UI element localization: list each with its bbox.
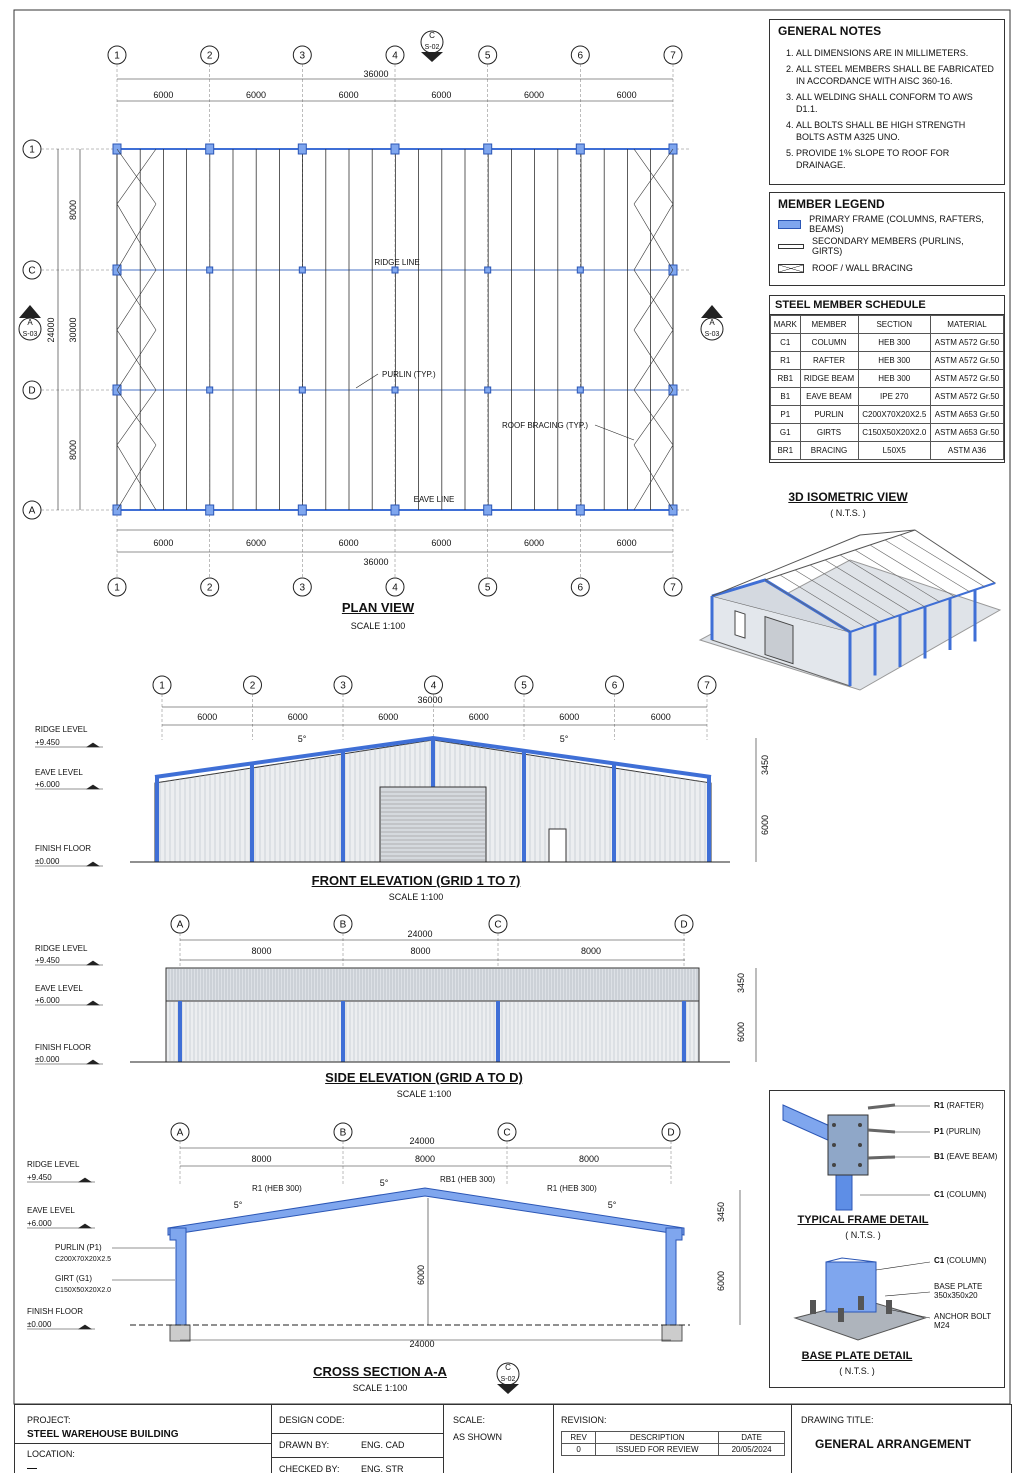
schedule-header-row [771, 316, 1004, 334]
plan-grid-left-bubble-label: C [28, 265, 36, 277]
plan-dim-bay-bottom: 6000 [245, 538, 267, 548]
legend-primary [770, 213, 1004, 235]
table-cell: G1 [771, 424, 801, 442]
frame-detail-c1 [934, 1190, 986, 1199]
level-marker [87, 961, 99, 965]
level-floor-value: ±0.000 [35, 857, 60, 866]
plan-grid-bottom-bubble-label: 2 [206, 582, 213, 594]
table-cell: ASTM A653 Gr.50 [931, 406, 1004, 424]
side-dim-bay: 8000 [580, 946, 602, 956]
drawing-title-label: DRAWING TITLE: [801, 1415, 874, 1425]
table-cell: HEB 300 [858, 352, 931, 370]
bracing-swatch [778, 264, 804, 273]
base-detail-anchor-text: ANCHOR BOLT [934, 1312, 992, 1321]
member-legend [769, 192, 1005, 286]
plan-column [484, 505, 492, 515]
front-dim-bay: 6000 [197, 712, 218, 722]
schedule-header: MATERIAL [931, 316, 1004, 334]
front-dim-total: 36000 [417, 695, 443, 705]
front-dim-bay: 6000 [650, 712, 671, 722]
iso-view-title: 3D ISOMETRIC VIEW [788, 490, 908, 504]
plan-column [299, 267, 305, 273]
table-cell: COLUMN [800, 334, 858, 352]
scale-label: SCALE: [453, 1415, 486, 1425]
plan-eave-line-label: EAVE LINE [413, 495, 455, 504]
cross-section-title: CROSS SECTION A-A [313, 1364, 447, 1379]
level-marker [87, 785, 99, 789]
front-angle-left: 5° [297, 734, 307, 744]
plan-dim-bay-bottom: 6000 [431, 538, 452, 548]
section-grid-bubble-label: B [339, 1127, 347, 1139]
design-code-label: DESIGN CODE: [279, 1415, 345, 1425]
schedule-title: STEEL MEMBER SCHEDULE [770, 296, 1004, 315]
plan-column [391, 505, 399, 515]
front-dim-bay: 6000 [287, 712, 308, 722]
plan-purlin-label: PURLIN (TYP.) [382, 370, 436, 379]
section-dim-h2: 6000 [716, 1270, 726, 1292]
section-a-right-letter: A [709, 318, 715, 327]
plan-dim-mid: 30000 [68, 317, 78, 343]
base-detail-c1 [934, 1256, 986, 1265]
base-detail-plate-text: BASE PLATE [934, 1282, 983, 1291]
level-ridge-label: RIDGE LEVEL [35, 725, 88, 734]
level-eave-label: EAVE LEVEL [35, 984, 83, 993]
front-angle-right: 5° [559, 734, 569, 744]
section-grid-bubble-label: A [176, 1127, 184, 1139]
table-row [771, 388, 1004, 406]
level-marker [87, 1060, 99, 1064]
legend-secondary-label: SECONDARY MEMBERS (PURLINS, GIRTS) [811, 236, 964, 256]
section-dim-h1: 3450 [716, 1201, 726, 1223]
level-ridge-value: +9.450 [35, 956, 60, 965]
general-notes-list [770, 47, 1004, 171]
location-value: — [27, 1463, 37, 1474]
frame-detail-r1-mark: R1 [934, 1101, 945, 1110]
base-detail-scale: ( N.T.S. ) [839, 1366, 875, 1376]
section-grid-bubble-label: D [667, 1127, 675, 1139]
section-girt-label: GIRT (G1) [55, 1274, 93, 1283]
plan-column [485, 387, 491, 393]
table-row [771, 442, 1004, 460]
isometric-view [700, 530, 1000, 690]
plan-grid-top-bubble-label: 5 [484, 50, 491, 62]
section-grid-bubble-label: C [503, 1127, 511, 1139]
section-dim-total: 24000 [409, 1136, 435, 1146]
base-detail-anchor [934, 1312, 991, 1330]
table-cell: ASTM A572 Gr.50 [931, 370, 1004, 388]
iso-purlin [900, 535, 985, 587]
level-marker [87, 743, 99, 747]
level-floor-label: FINISH FLOOR [27, 1307, 84, 1316]
front-dim-bay: 6000 [378, 712, 399, 722]
section-a-left-sheet: S-03 [22, 331, 38, 338]
section-purlin-label: PURLIN (P1) [55, 1243, 102, 1252]
section-r1-left: R1 (HEB 300) [252, 1184, 302, 1193]
table-cell: PURLIN [800, 406, 858, 424]
schedule-body [771, 334, 1004, 460]
level-ridge-label: RIDGE LEVEL [35, 944, 88, 953]
side-grid-bubble-label: B [339, 919, 347, 931]
plan-dim-bay-bottom: 6000 [616, 538, 637, 548]
iso-view-scale: ( N.T.S. ) [830, 508, 866, 518]
front-dim-h1: 3450 [760, 754, 770, 776]
revision-header: DESCRIPTION [596, 1432, 719, 1444]
plan-dim-bay-top: 6000 [153, 90, 174, 100]
plan-column [206, 144, 214, 154]
frame-detail-title: TYPICAL FRAME DETAIL [797, 1214, 929, 1226]
section-c-top-letter: C [429, 31, 435, 40]
level-eave-value: +6.000 [27, 1219, 52, 1228]
section-angle-left: 5° [233, 1200, 243, 1210]
section-a-right-sheet: S-03 [704, 331, 720, 338]
side-dim-bay: 8000 [251, 946, 272, 956]
front-grid-bubble-label: 1 [159, 680, 165, 692]
plan-view [23, 46, 690, 596]
revision-cell: 20/05/2024 [719, 1444, 785, 1456]
table-cell: ASTM A572 Gr.50 [931, 388, 1004, 406]
table-cell: ASTM A36 [931, 442, 1004, 460]
legend-secondary [770, 235, 1004, 257]
plan-dim-total-bottom: 36000 [363, 557, 389, 567]
table-cell: RAFTER [800, 352, 858, 370]
drawn-by-label: DRAWN BY: [279, 1440, 330, 1450]
plan-dim-bay-bottom: 6000 [523, 538, 545, 548]
plan-column [298, 505, 306, 515]
level-floor-label: FINISH FLOOR [35, 1043, 92, 1052]
table-cell: ASTM A572 Gr.50 [931, 352, 1004, 370]
level-marker [87, 1001, 99, 1005]
revision-cell: ISSUED FOR REVIEW [596, 1444, 719, 1456]
level-floor-value: ±0.000 [27, 1320, 52, 1329]
plan-column [577, 387, 583, 393]
front-grid-bubble-label: 5 [521, 680, 527, 692]
frame-detail-p1 [934, 1127, 981, 1136]
section-c-top-sheet: S-02 [424, 44, 440, 51]
side-elevation-scale: SCALE 1:100 [396, 1089, 452, 1099]
plan-grid-bottom-bubble-label: 1 [114, 582, 120, 594]
table-row [771, 370, 1004, 388]
base-detail-c1-mark: C1 [934, 1256, 945, 1265]
front-elevation-scale: SCALE 1:100 [388, 892, 444, 902]
plan-column [298, 144, 306, 154]
plan-dim-left-2: 8000 [68, 439, 78, 461]
section-angle-mid: 5° [379, 1178, 389, 1188]
table-row [771, 406, 1004, 424]
frame-detail-c1-text: (COLUMN) [946, 1190, 987, 1199]
plan-column [206, 505, 214, 515]
plan-grid-bottom-bubble-label: 5 [484, 582, 491, 594]
front-elevation [130, 676, 756, 862]
plan-column [207, 267, 213, 273]
side-dim-bay: 8000 [410, 946, 431, 956]
plan-grid-top-bubble-label: 1 [114, 50, 120, 62]
section-girt-sec: C150X50X20X2.0 [55, 1287, 112, 1294]
side-grid-bubble-label: C [494, 919, 502, 931]
general-notes-title: GENERAL NOTES [778, 24, 882, 38]
plan-dim-bay-top: 6000 [616, 90, 637, 100]
base-detail-c1-text: (COLUMN) [946, 1256, 987, 1265]
note-item: 4. ALL BOLTS SHALL BE HIGH STRENGTH BOLTS ASTM A325 UNO. [796, 119, 996, 143]
schedule-header: MARK [771, 316, 801, 334]
schedule-table [770, 315, 1004, 460]
frame-detail-c1-mark: C1 [934, 1190, 945, 1199]
section-a-left-letter: A [27, 318, 33, 327]
side-elevation [130, 915, 756, 1062]
table-cell: R1 [771, 352, 801, 370]
base-detail-plate [934, 1282, 982, 1300]
frame-detail-b1-mark: B1 [934, 1152, 945, 1161]
plan-dim-bay-bottom: 6000 [338, 538, 359, 548]
front-grid-bubble-label: 4 [430, 680, 437, 692]
plan-grid-left-bubble-label: A [28, 505, 36, 517]
frame-detail-p1-text: (PURLIN) [946, 1127, 981, 1136]
level-eave-value: +6.000 [35, 780, 60, 789]
section-c-bottom-sheet: S-02 [500, 1376, 516, 1383]
schedule-header: SECTION [858, 316, 931, 334]
schedule-header: MEMBER [800, 316, 858, 334]
plan-grid-left-bubble-label: D [28, 385, 36, 397]
level-eave-label: EAVE LEVEL [35, 768, 83, 777]
plan-grid-bottom-bubble-label: 6 [577, 582, 584, 594]
table-cell: RIDGE BEAM [800, 370, 858, 388]
side-grid-bubble-label: D [680, 919, 688, 931]
plan-column [484, 144, 492, 154]
plan-column [391, 144, 399, 154]
primary-swatch [778, 220, 801, 229]
plan-column [577, 267, 583, 273]
level-eave-value: +6.000 [35, 996, 60, 1005]
plan-column [299, 387, 305, 393]
level-ridge-value: +9.450 [35, 738, 60, 747]
frame-detail-r1-text: (RAFTER) [946, 1101, 984, 1110]
plan-grid-top-bubble-label: 2 [206, 50, 213, 62]
location-label: LOCATION: [27, 1449, 75, 1459]
plan-column [392, 387, 398, 393]
level-floor-label: FINISH FLOOR [35, 844, 92, 853]
revision-cell: 0 [562, 1444, 596, 1456]
front-dim-h2: 6000 [760, 814, 770, 836]
level-marker [79, 1224, 91, 1228]
table-cell: GIRTS [800, 424, 858, 442]
plan-grid-bottom-bubble-label: 7 [670, 582, 676, 594]
level-marker [79, 1325, 91, 1329]
cross-section-scale: SCALE 1:100 [352, 1383, 408, 1393]
frame-detail-scale: ( N.T.S. ) [845, 1230, 881, 1240]
drawing-title-value: GENERAL ARRANGEMENT [815, 1437, 972, 1451]
note-item: 1. ALL DIMENSIONS ARE IN MILLIMETERS. [796, 47, 996, 59]
section-purlin-sec: C200X70X20X2.5 [55, 1256, 112, 1263]
table-cell: L50X5 [858, 442, 931, 460]
base-detail-anchor-size: M24 [934, 1321, 950, 1330]
side-dim-h1: 3450 [736, 972, 746, 994]
revision-label: REVISION: [561, 1415, 607, 1425]
base-detail-plate-size: 350x350x20 [934, 1291, 978, 1300]
level-marker [87, 862, 99, 866]
section-angle-right: 5° [607, 1200, 617, 1210]
front-grid-bubble-label: 7 [704, 680, 710, 692]
project-label: PROJECT: [27, 1415, 71, 1425]
plan-grid-top-bubble-label: 6 [577, 50, 584, 62]
checked-by-label: CHECKED BY: [279, 1464, 340, 1474]
table-cell: EAVE BEAM [800, 388, 858, 406]
project-name: STEEL WAREHOUSE BUILDING [27, 1429, 179, 1440]
table-cell: ASTM A572 Gr.50 [931, 334, 1004, 352]
table-cell: C150X50X20X2.0 [858, 424, 931, 442]
frame-detail-r1 [934, 1101, 984, 1110]
table-cell: C1 [771, 334, 801, 352]
frame-detail-b1 [934, 1152, 997, 1161]
note-item: 2. ALL STEEL MEMBERS SHALL BE FABRICATED IN ACCORDANCE WITH AISC 360-16. [796, 63, 996, 87]
plan-dim-bay-top: 6000 [431, 90, 452, 100]
level-floor-value: ±0.000 [35, 1055, 60, 1064]
plan-dim-left-1: 8000 [68, 199, 78, 221]
plan-column [207, 387, 213, 393]
base-detail-title: BASE PLATE DETAIL [801, 1350, 913, 1362]
front-grid-bubble-label: 6 [611, 680, 618, 692]
front-grid-bubble-label: 2 [249, 680, 256, 692]
section-r1-right: R1 (HEB 300) [547, 1184, 597, 1193]
plan-column [576, 505, 584, 515]
drawn-by-value: ENG. CAD [361, 1440, 405, 1450]
table-row [771, 334, 1004, 352]
title-block [14, 1404, 1012, 1473]
legend-bracing [770, 257, 1004, 279]
side-dim-h2: 6000 [736, 1021, 746, 1043]
plan-grid-top-bubble-label: 4 [392, 50, 398, 62]
plan-column [392, 267, 398, 273]
front-dim-bay: 6000 [559, 712, 580, 722]
plan-column [485, 267, 491, 273]
plan-column [576, 144, 584, 154]
member-legend-title: MEMBER LEGEND [778, 197, 885, 211]
plan-grid-left-bubble-label: 1 [29, 144, 35, 156]
table-cell: HEB 300 [858, 370, 931, 388]
level-ridge-label: RIDGE LEVEL [27, 1160, 80, 1169]
table-cell: ASTM A653 Gr.50 [931, 424, 1004, 442]
table-row [771, 352, 1004, 370]
table-cell: IPE 270 [858, 388, 931, 406]
section-dim-bay: 8000 [251, 1154, 272, 1164]
revision-header: DATE [719, 1432, 785, 1444]
table-cell: B1 [771, 388, 801, 406]
plan-dim-total-top: 36000 [363, 69, 389, 79]
section-c-bottom-letter: C [505, 1363, 511, 1372]
table-cell: BRACING [800, 442, 858, 460]
revision-header: REV [562, 1432, 596, 1444]
table-cell: C200X70X20X2.5 [858, 406, 931, 424]
level-eave-label: EAVE LEVEL [27, 1206, 75, 1215]
section-rb1: RB1 (HEB 300) [440, 1175, 496, 1184]
secondary-swatch [778, 244, 804, 249]
plan-dim-bay-bottom: 6000 [153, 538, 174, 548]
side-elevation-title: SIDE ELEVATION (GRID A TO D) [325, 1070, 523, 1085]
plan-grid-bottom-bubble-label: 3 [299, 582, 306, 594]
checked-by-value: ENG. STR [361, 1464, 404, 1474]
legend-primary-label: PRIMARY FRAME (COLUMNS, RAFTERS, BEAMS) [809, 214, 984, 234]
scale-value: AS SHOWN [453, 1432, 503, 1442]
table-cell: BR1 [771, 442, 801, 460]
plan-dim-bay-top: 6000 [338, 90, 359, 100]
front-dim-bay: 6000 [468, 712, 489, 722]
front-elevation-title: FRONT ELEVATION (GRID 1 TO 7) [311, 873, 521, 888]
side-grid-bubble-label: A [176, 919, 184, 931]
revision-header-row [562, 1432, 785, 1444]
plan-grid-bottom-bubble-label: 4 [392, 582, 398, 594]
front-grid-bubble-label: 3 [340, 680, 346, 692]
legend-bracing-label: ROOF / WALL BRACING [812, 263, 913, 273]
steel-member-schedule [769, 295, 1005, 463]
table-cell: HEB 300 [858, 334, 931, 352]
revision-table [561, 1431, 785, 1456]
section-dim-height: 6000 [416, 1264, 426, 1286]
plan-grid-top-bubble-label: 7 [670, 50, 676, 62]
revision-row [562, 1444, 785, 1456]
table-cell: RB1 [771, 370, 801, 388]
plan-grid-top-bubble-label: 3 [299, 50, 306, 62]
plan-view-scale: SCALE 1:100 [350, 621, 406, 631]
level-marker [79, 1178, 91, 1182]
table-cell: P1 [771, 406, 801, 424]
section-dim-bay: 8000 [578, 1154, 600, 1164]
plan-bracing-label: ROOF BRACING (TYP.) [502, 421, 589, 430]
plan-ridge-line-label: RIDGE LINE [374, 258, 420, 267]
level-ridge-value: +9.450 [27, 1173, 52, 1182]
side-dim-total: 24000 [407, 929, 433, 939]
note-item: 5. PROVIDE 1% SLOPE TO ROOF FOR DRAINAGE. [796, 147, 996, 171]
frame-detail-b1-text: (EAVE BEAM) [946, 1152, 998, 1161]
plan-dim-bay-top: 6000 [245, 90, 267, 100]
plan-dim-bay-top: 6000 [523, 90, 545, 100]
frame-detail-p1-mark: P1 [934, 1127, 944, 1136]
table-row [771, 424, 1004, 442]
note-item: 3. ALL WELDING SHALL CONFORM TO AWS D1.1. [796, 91, 996, 115]
plan-dim-total-left: 24000 [46, 317, 56, 343]
section-dim-total-bottom: 24000 [409, 1339, 435, 1349]
general-notes [769, 19, 1005, 185]
plan-view-title: PLAN VIEW [341, 600, 415, 615]
section-dim-bay: 8000 [414, 1154, 436, 1164]
